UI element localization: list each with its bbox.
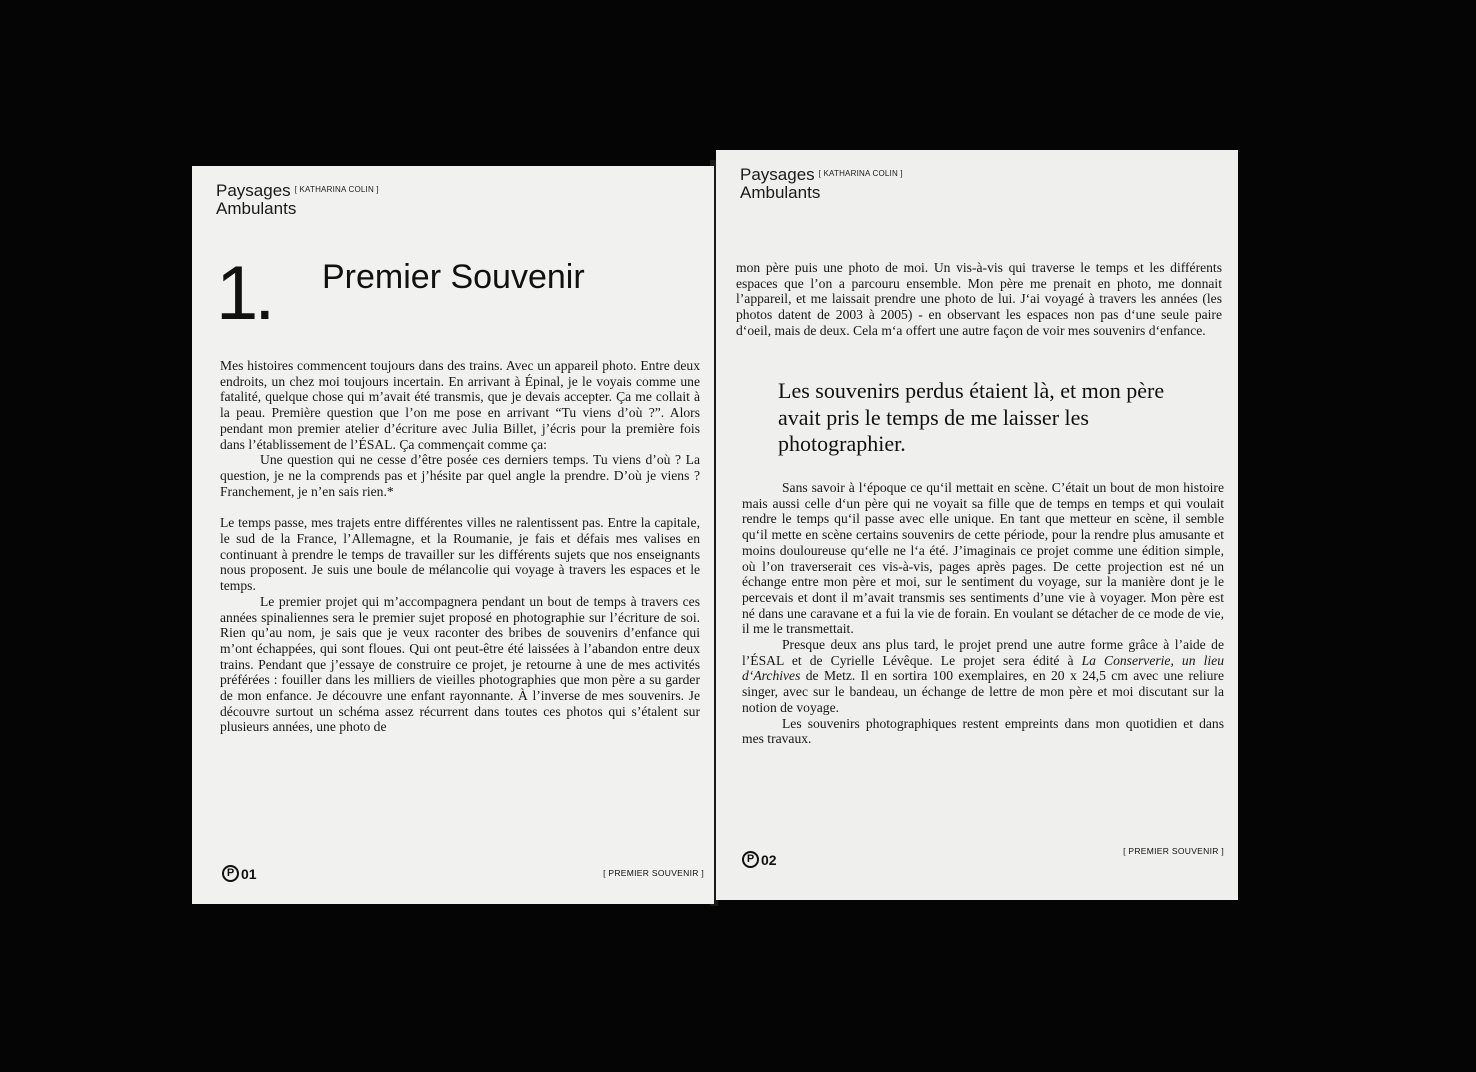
page-header [216, 182, 379, 218]
page-number [222, 865, 257, 882]
page-number [742, 851, 777, 868]
paragraph: Le temps passe, mes trajets entre différentes villes ne ralentissent pas. Entre la capitale, le sud de la France, l’Allemagne, et la Roumanie, je fais et défais mes valises en continuant à prendre le temps de travailler sur les différents sujets que nos enseignants nous proposent. Je suis une boule de mélancolie qui voyage à travers les espaces et le temps. [220, 515, 700, 594]
paragraph: Les souvenirs photographiques restent empreints dans mon quotidien et dans mes travaux. [742, 715, 1224, 747]
page-left [192, 166, 714, 904]
page-number-value: 02 [761, 851, 777, 868]
header-title-line1: Paysages [740, 165, 815, 184]
page-right [716, 150, 1238, 900]
paragraph: Sans savoir à l‘époque ce qu‘il mettait en scène. C’était un bout de mon histoire mais aussi celle d‘un père qui ne voyait sa fille que de temps en temps et qui voulait rendre le temps qu‘il passe avec elle unique. En tant que metteur en scène, il semble qu‘il mette en scène certains souvenirs de cette période, pour la rendre plus amusante et moins douloureuse qu‘elle ne l‘a été. J’imaginais ce projet comme une édition simple, où l’on traverserait ces vis-à-vis, pages après pages. De cette projection est né un échange entre mon père et moi, sur le sentiment du voyage, sur la manière dont je le percevais et dont il m’avait transmis ses sentiments d’une vie à voyager. Mon père est né dans une caravane et a fui la vie de forain. En voulant se détacher de ce mode de vie, il me le transmettait. [742, 480, 1224, 637]
header-title-line2: Ambulants [216, 199, 297, 218]
paragraph [742, 637, 1224, 716]
chapter-number: 1. [216, 251, 272, 336]
footer-section-label: [ PREMIER SOUVENIR ] [1123, 846, 1224, 856]
pull-quote: Les souvenirs perdus étaient là, et mon père avait pris le temps de me laisser les photographier. [778, 378, 1165, 456]
body-text-right-bottom [742, 480, 1224, 747]
paragraph: mon père puis une photo de moi. Un vis-à-vis qui traverse le temps et les différents espaces que l’on a parcouru ensemble. Mon père me prenait en photo, me donnait l’appareil, et me laissait prendre une photo de lui. J‘ai voyagé à travers les années (les photos datent de 2003 à 2005) - en observant les espaces non pas d‘une seule paire d‘oeil, mais de deux. Cela m‘a offert une autre façon de voir mes souvenirs d‘enfance. [736, 260, 1222, 338]
header-author: [ KATHARINA COLIN ] [818, 169, 903, 178]
page-number-value: 01 [241, 865, 257, 882]
body-text-right-top [736, 260, 1222, 339]
chapter-title: Premier Souvenir [322, 258, 585, 296]
page-marker-icon: P [222, 865, 239, 882]
header-author: [ KATHARINA COLIN ] [294, 185, 379, 194]
footer-section-label: [ PREMIER SOUVENIR ] [603, 868, 704, 878]
paragraph-text: de Metz. Il en sortira 100 exemplaires, en 20 x 24,5 cm avec une reliure singer, avec sur le bandeau, un échange de lettre de mon père et moi discutant sur la notion de voyage. [742, 668, 1224, 715]
page-header [740, 166, 903, 202]
page-marker-icon: P [742, 851, 759, 868]
header-title-line2: Ambulants [740, 183, 821, 202]
paragraph: Le premier projet qui m’accompagnera pendant un bout de temps à travers ces années spinaliennes sera le premier sujet proposé en photographie sur l’écriture de soi. Rien qu’au nom, je sais que je veux raconter des bribes de souvenirs d’enfance qui m’ont échappées, qui sont floues. Qui ont peut-être été laissées à l’abandon entre deux trains. Pendant que j’essaye de construire ce projet, je retourne à une de mes activités préférées : fouiller dans les milliers de vieilles photographies que mon père a su garder de mon enfance. Je découvre une enfant rayonnante. À l’inverse de mes souvenirs. Je découvre surtout un schéma assez récurrent dans toutes ces photos qui s’étalent sur plusieurs années, une photo de [220, 593, 700, 735]
header-title-line1: Paysages [216, 181, 291, 200]
publisher-name: La Conserverie, un lieu d‘Archives [742, 652, 1224, 684]
paragraph-text: Presque deux ans plus tard, le projet prend une autre forme grâce à l’aide de l’ÉSAL et de Cyrielle Lévêque. Le projet sera édité à [742, 637, 1224, 668]
body-text-left [220, 358, 700, 735]
paragraph: Mes histoires commencent toujours dans des trains. Avec un appareil photo. Entre deux endroits, un chez moi toujours incertain. En arrivant à Épinal, je le voyais comme une fatalité, quelque chose qui m’avait été transmis, que je devais accepter. Ça me collait à la peau. Première question que l’on me pose en arrivant “Tu viens d’où ?”. Alors pendant mon premier atelier d’écriture avec Julia Billet, j’écris pour la première fois dans l’établissement de l’ÉSAL. Ça commençait comme ça: [220, 358, 700, 452]
quote-paragraph: Une question qui ne cesse d’être posée ces derniers temps. Tu viens d’où ? La question, je ne la comprends pas et j’hésite par quel angle la prendre. D’où je viens ? Franchement, je n’en sais rien.* [220, 452, 700, 499]
